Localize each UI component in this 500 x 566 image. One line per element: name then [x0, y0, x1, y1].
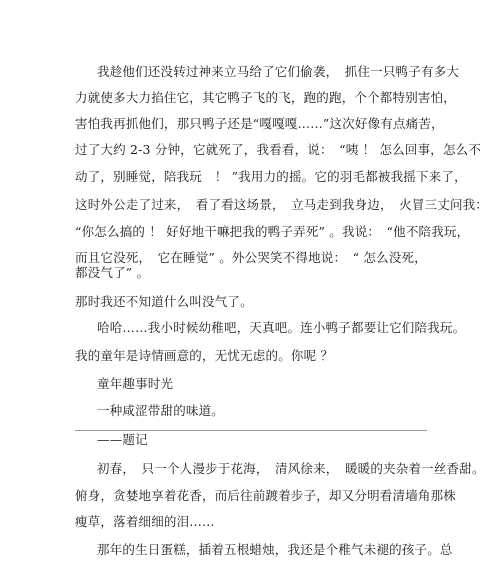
- paragraph-line: 动了，别睡觉，陪我玩 ！ ”我用力的摇。它的羽毛都被我摇下来了，: [75, 169, 467, 184]
- paragraph-line: 那年的生日蛋糕，插着五根蜡烛，我还是个稚气未褪的孩子。总: [97, 542, 453, 557]
- paragraph-line: 力就使多大力掐住它，其它鸭子飞的飞，跑的跑，个个都特别害怕，: [75, 90, 457, 105]
- paragraph-line: 害怕我再抓他们，那只鸭子还是“嘎嘎嘎……”这次好像有点痛苦，: [75, 116, 444, 131]
- paragraph-line: 我的童年是诗情画意的，无忧无虑的。你呢 ？: [75, 348, 334, 363]
- paragraph-line: 都没气了” 。: [75, 265, 150, 280]
- paragraph-line: 初春， 只一个人漫步于花海， 清风徐来， 暖暖的夹杂着一丝香甜。: [97, 461, 485, 476]
- epigraph-line: 一种咸涩带甜的味道。: [97, 403, 225, 418]
- paragraph-line: 哈哈……我小时候幼稚吧，天真吧。连小鸭子都要让它们陪我玩。: [97, 320, 466, 335]
- section-title: 童年趣事时光: [97, 376, 174, 391]
- paragraph-line: 瘦草，落着细细的泪……: [75, 514, 215, 529]
- paragraph-line: 过了大约 2-3 分钟，它就死了，我看看，说： “咦 ！ 怎么回事，怎么不: [75, 142, 482, 157]
- paragraph-line: 这时外公走了过来， 看了看这场景， 立马走到我身边， 火冒三丈问我：: [75, 197, 489, 212]
- separator-rule: [75, 430, 427, 431]
- paragraph-line: 而且它没死， 它在睡觉” 。外公哭笑不得地说： “ 怎么没死，: [75, 250, 427, 265]
- paragraph-line: “你怎么搞的 ！ 好好地干嘛把我的鸭子弄死” 。我说： “他不陪我玩，: [75, 224, 470, 239]
- paragraph-line: 那时我还不知道什么叫没气了。: [75, 294, 253, 309]
- epigraph-source: ——题记: [97, 432, 148, 447]
- paragraph-line: 俯身，贪婪地享着花香，而后往前踱着步子，却又分明看清墙角那株: [75, 488, 457, 503]
- paragraph-line: 我趁他们还没转过神来立马给了它们偷袭， 抓住一只鸭子有多大: [97, 64, 460, 79]
